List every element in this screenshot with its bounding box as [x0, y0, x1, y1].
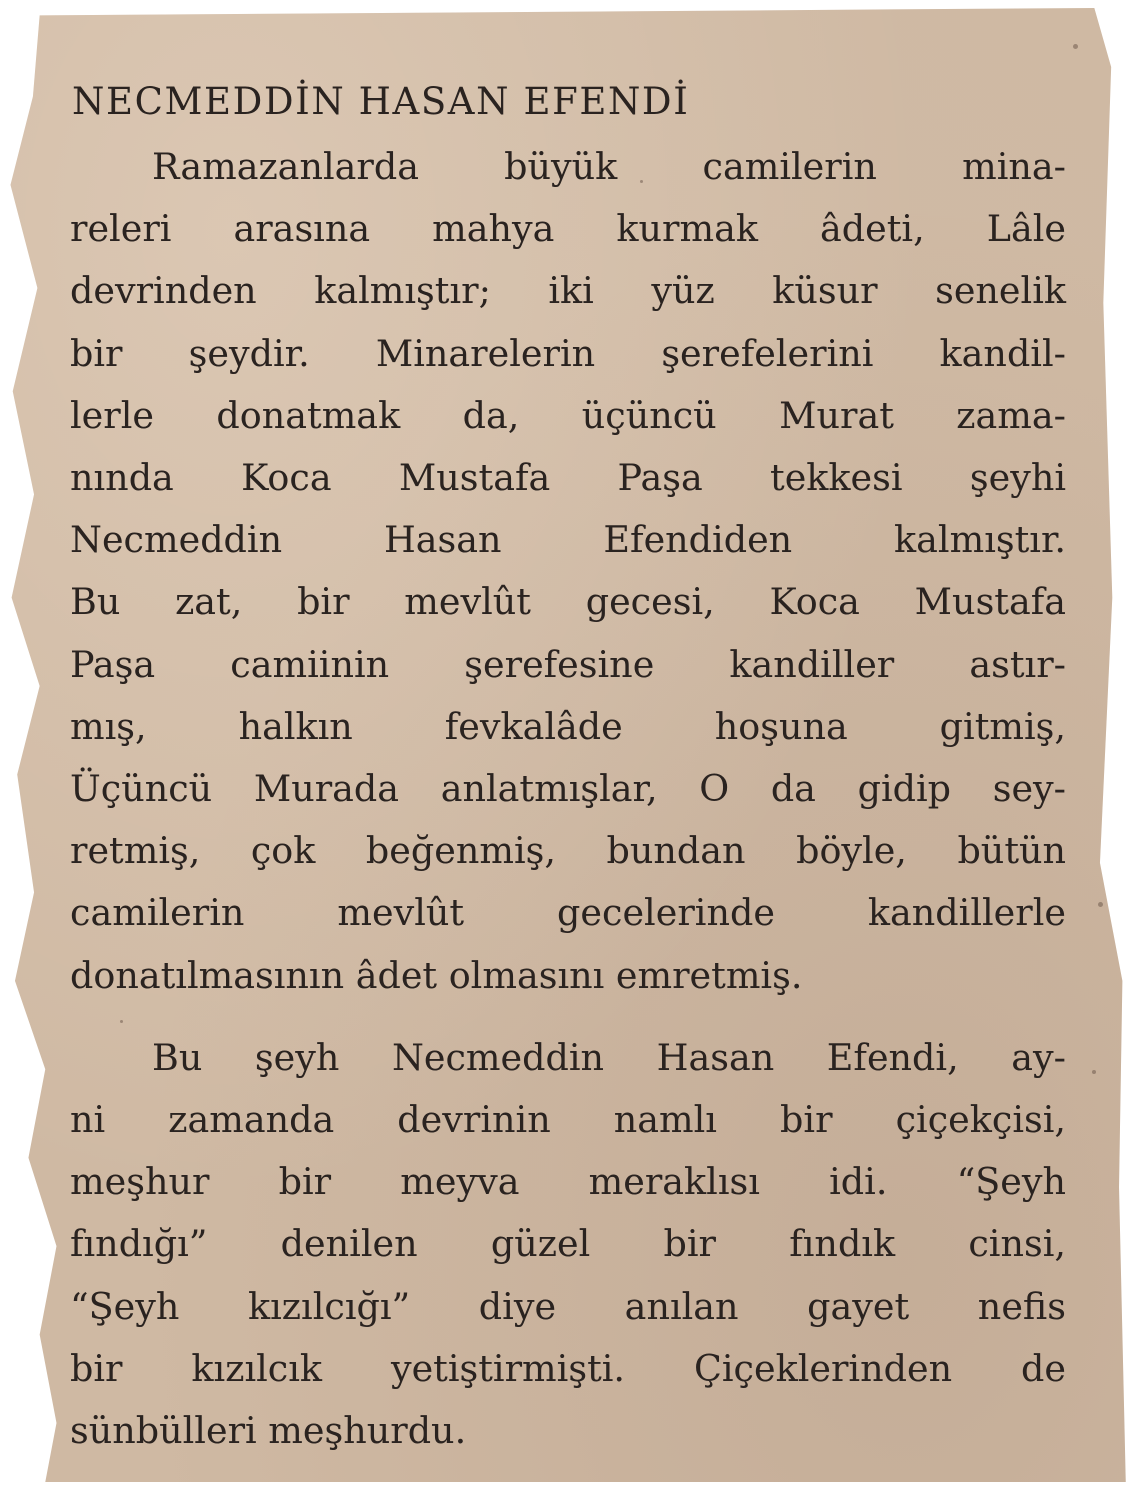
paragraph-line: Bu zat, bir mevlût gecesi, Koca Mustafa — [70, 580, 1066, 624]
article — [70, 78, 1066, 1462]
paragraph-line: “Şeyh kızılcığı” diye anılan gayet nefis — [70, 1284, 1066, 1328]
paragraph-line: bir kızılcık yetiştirmişti. Çiçeklerinden de — [70, 1346, 1066, 1390]
paragraph-line: nında Koca Mustafa Paşa tekkesi şeyhi — [70, 456, 1066, 500]
paper-speck — [1098, 902, 1103, 907]
article-title: NECMEDDİN HASAN EFENDİ — [72, 80, 690, 123]
paragraph-line: meşhur bir meyva meraklısı idi. “Şeyh — [70, 1160, 1066, 1204]
paper-speck — [640, 180, 643, 183]
paragraph-line: bir şeydir. Minarelerin şerefelerini kandil- — [70, 331, 1066, 375]
paragraph-line: devrinden kalmıştır; iki yüz küsur senelik — [70, 269, 1066, 313]
article-paragraph-2 — [70, 1027, 1066, 1462]
paragraph-line: releri arasına mahya kurmak âdeti, Lâle — [70, 207, 1066, 251]
paragraph-line: Bu şeyh Necmeddin Hasan Efendi, ay- — [152, 1035, 1066, 1079]
paragraph-line: Paşa camiinin şerefesine kandiller astır- — [70, 642, 1066, 686]
paragraph-line: sünbülleri meşhurdu. — [70, 1409, 467, 1453]
paragraph-line: Üçüncü Murada anlatmışlar, O da gidip sey- — [70, 767, 1066, 811]
paragraph-line: lerle donatmak da, üçüncü Murat zama- — [70, 393, 1066, 437]
paragraph-line: retmiş, çok beğenmiş, bundan böyle, bütün — [70, 829, 1066, 873]
paragraph-line: mış, halkın fevkalâde hoşuna gitmiş, — [70, 704, 1066, 748]
paragraph-line: Ramazanlarda büyük camilerin mina- — [152, 145, 1066, 188]
paragraph-line: Necmeddin Hasan Efendiden kalmıştır. — [70, 518, 1066, 562]
article-paragraph-1 — [70, 136, 1066, 1007]
paper-speck — [120, 1020, 123, 1023]
paper-speck — [1092, 1070, 1096, 1074]
paragraph-line: camilerin mevlût gecelerinde kandillerle — [70, 891, 1066, 935]
paper-speck — [1073, 44, 1078, 49]
paragraph-line: fındığı” denilen güzel bir fındık cinsi, — [70, 1222, 1066, 1266]
paragraph-line: ni zamanda devrinin namlı bir çiçekçisi, — [70, 1098, 1066, 1142]
paragraph-line: donatılmasının âdet olmasını emretmiş. — [70, 953, 803, 997]
